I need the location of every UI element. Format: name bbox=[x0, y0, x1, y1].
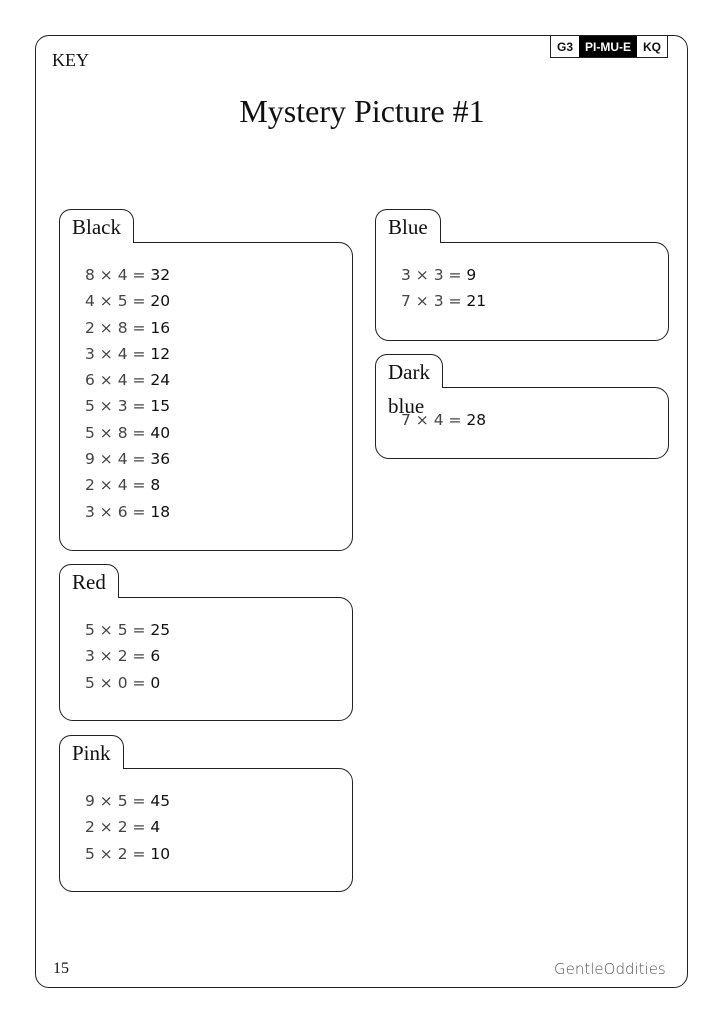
answer: 0 bbox=[150, 673, 161, 692]
page-number: 15 bbox=[53, 960, 69, 977]
question: 5 × 3 = bbox=[85, 397, 151, 416]
tag-grade: G3 bbox=[557, 39, 574, 54]
answer: 16 bbox=[150, 318, 171, 337]
question: 7 × 3 = bbox=[401, 292, 467, 311]
equation bbox=[85, 670, 352, 696]
answer: 21 bbox=[466, 292, 487, 311]
question: 3 × 4 = bbox=[85, 344, 151, 363]
group-label: Black bbox=[59, 209, 134, 243]
question: 3 × 6 = bbox=[85, 502, 151, 521]
answer: 18 bbox=[150, 502, 171, 521]
answer: 10 bbox=[150, 844, 171, 863]
question: 9 × 4 = bbox=[85, 450, 151, 469]
question: 2 × 2 = bbox=[85, 818, 151, 837]
question: 7 × 4 = bbox=[401, 411, 467, 429]
question: 4 × 5 = bbox=[85, 292, 151, 311]
answer: 15 bbox=[150, 397, 171, 416]
question: 3 × 2 = bbox=[85, 647, 151, 666]
key-label: KEY bbox=[52, 50, 89, 70]
equation bbox=[85, 341, 352, 367]
group-label: Red bbox=[59, 564, 119, 598]
answer: 8 bbox=[150, 476, 161, 495]
answer: 36 bbox=[150, 450, 171, 469]
answer: 4 bbox=[150, 818, 161, 837]
equation bbox=[85, 393, 352, 419]
question: 6 × 4 = bbox=[85, 371, 151, 390]
question: 2 × 8 = bbox=[85, 318, 151, 337]
equation bbox=[85, 788, 352, 814]
tag-type: KQ bbox=[643, 39, 662, 54]
equation bbox=[401, 288, 668, 314]
answer: 9 bbox=[466, 266, 477, 284]
answer: 6 bbox=[150, 647, 161, 666]
answer: 12 bbox=[150, 344, 171, 363]
equation bbox=[85, 617, 352, 643]
question: 3 × 3 = bbox=[401, 266, 467, 284]
group-label: Dark blue bbox=[375, 354, 443, 388]
group-label: Blue bbox=[375, 209, 441, 243]
answer: 32 bbox=[150, 266, 171, 284]
equation bbox=[401, 262, 668, 288]
equation bbox=[85, 420, 352, 446]
tag-code: PI-MU-E bbox=[579, 36, 637, 57]
answer: 25 bbox=[150, 621, 171, 639]
equation bbox=[85, 367, 352, 393]
equation bbox=[85, 262, 352, 288]
equation-list bbox=[59, 597, 353, 721]
equation bbox=[85, 814, 352, 840]
grade-tags bbox=[550, 35, 668, 58]
question: 5 × 5 = bbox=[85, 621, 151, 639]
answer: 20 bbox=[150, 292, 171, 311]
equation-list bbox=[375, 242, 669, 341]
question: 9 × 5 = bbox=[85, 792, 151, 810]
equation bbox=[85, 499, 352, 525]
equation bbox=[85, 841, 352, 867]
answer: 45 bbox=[150, 792, 171, 810]
equation-list bbox=[59, 242, 353, 551]
equation bbox=[85, 472, 352, 498]
answer: 40 bbox=[150, 423, 171, 442]
question: 2 × 4 = bbox=[85, 476, 151, 495]
answer: 28 bbox=[466, 411, 487, 429]
question: 5 × 8 = bbox=[85, 423, 151, 442]
equation bbox=[85, 643, 352, 669]
question: 5 × 2 = bbox=[85, 844, 151, 863]
equation bbox=[85, 446, 352, 472]
group-label: Pink bbox=[59, 735, 124, 769]
equation bbox=[401, 407, 668, 433]
equation-list bbox=[59, 768, 353, 892]
equation bbox=[85, 288, 352, 314]
brand-logo: GentleOddities bbox=[554, 960, 666, 978]
page-title: Mystery Picture #1 bbox=[239, 93, 485, 129]
answer: 24 bbox=[150, 371, 171, 390]
question: 5 × 0 = bbox=[85, 673, 151, 692]
equation bbox=[85, 315, 352, 341]
question: 8 × 4 = bbox=[85, 266, 151, 284]
